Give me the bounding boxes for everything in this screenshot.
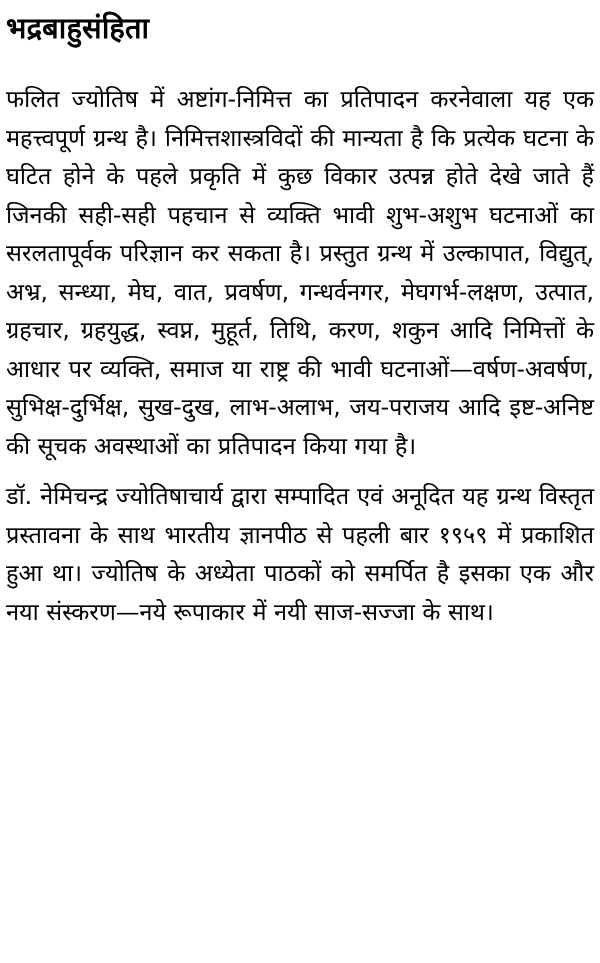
page-title: भद्रबाहुसंहिता (6, 11, 150, 45)
description-paragraph-2: डॉ. नेमिचन्द्र ज्योतिषाचार्य द्वारा सम्पादित एवं अनूदित यह ग्रन्थ विस्तृत प्रस्तावना के साथ भारतीय ज्ञानपीठ से पहली बार १९५९ में प्रकाशित हुआ था। ज्योतिष के अध्येता पाठकों को समर्पित है इसका एक और नया संस्करण—नये रूपाकार में नयी साज-सज्जा के साथ। (6, 482, 594, 626)
description-paragraph-1: फलित ज्योतिष में अष्टांग-निमित्त का प्रतिपादन करनेवाला यह एक महत्त्वपूर्ण ग्रन्थ है। निमित्तशास्त्रविदों की मान्यता है कि प्रत्येक घटना के घटित होने के पहले प्रकृति में कुछ विकार उत्पन्न होते देखे जाते हैं जिनकी सही-सही पहचान से व्यक्ति भावी शुभ-अशुभ घटनाओं का सरलतापूर्वक परिज्ञान कर सकता है। प्रस्तुत ग्रन्थ में उल्कापात, विद्युत्, अभ्र, सन्ध्या, मेघ, वात, प्रवर्षण, गन्धर्वनगर, मेघगर्भ-लक्षण, उत्पात, ग्रहचार, ग्रहयुद्ध, स्वप्न, मुहूर्त, तिथि, करण, शकुन आदि निमित्तों के आधार पर व्यक्ति, समाज या राष्ट्र की भावी घटनाओं—वर्षण-अवर्षण, सुभिक्ष-दुर्भिक्ष, सुख-दुख, लाभ-अलाभ, जय-पराजय आदि इष्ट-अनिष्ट की सूचक अवस्थाओं का प्रतिपादन किया गया है। (6, 85, 594, 460)
